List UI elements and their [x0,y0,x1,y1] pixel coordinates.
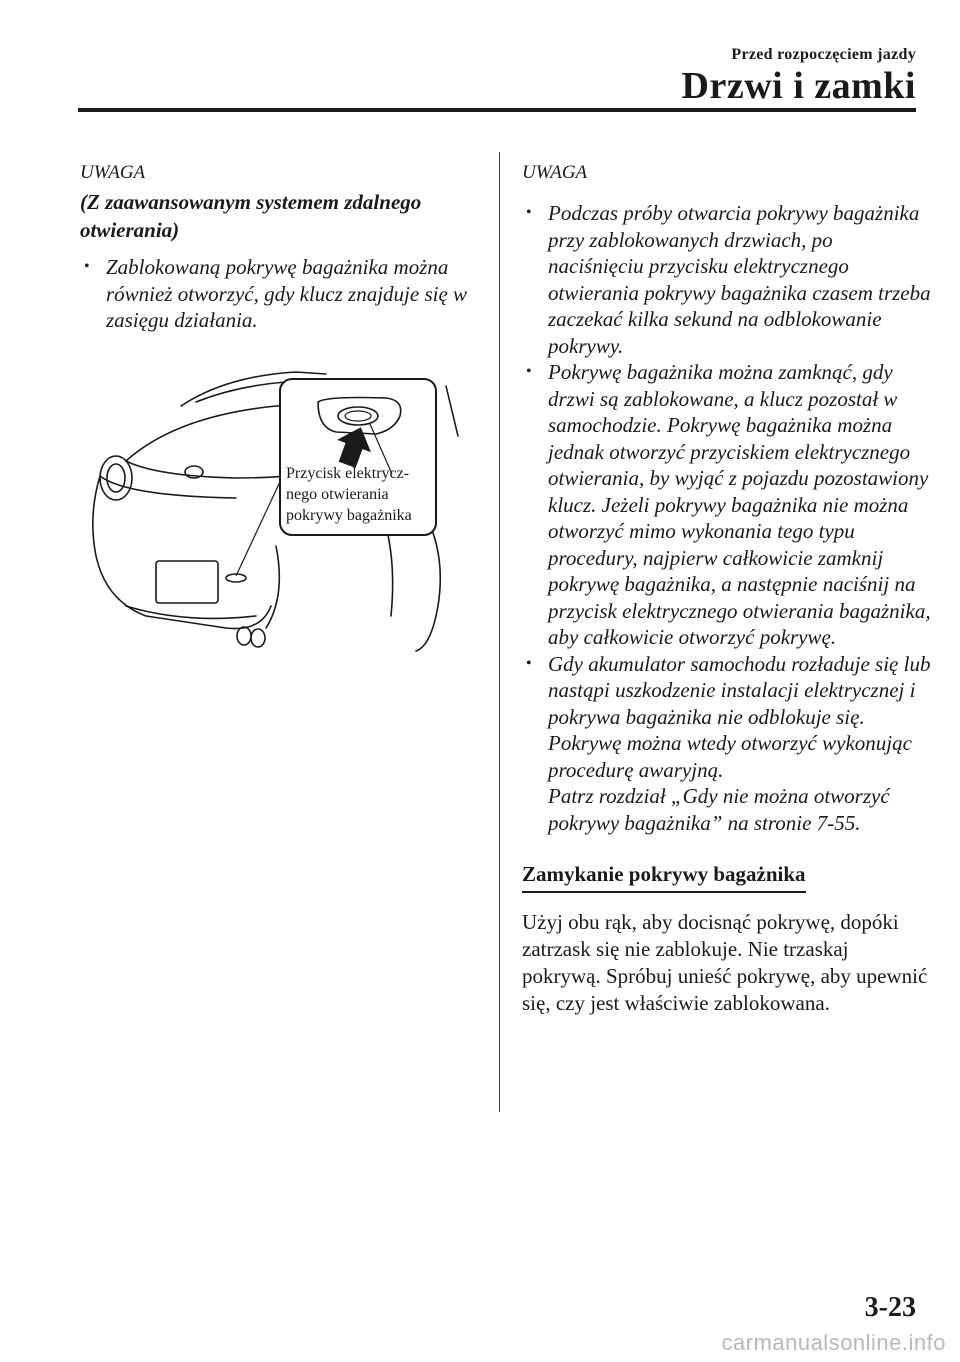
page-number: 3-23 [864,1292,916,1323]
list-item [522,200,932,359]
bullet-icon: • [526,363,532,380]
header-section-label: Przed rozpoczęciem jazdy [731,46,916,63]
note-bullet-list [522,200,932,836]
callout-line-2: nego otwierania [286,486,389,503]
list-item-text: Zablokowaną pokrywę bagażnika można również otworzyć, gdy klucz znajduje się w zasięgu działania. [106,255,468,332]
callout-line-3: pokrywy bagażnika [286,507,412,524]
list-item-text: Podczas próby otwarcia pokrywy bagażnika przy zablokowanych drzwiach, po naciśnięciu przycisku elektrycznego otwierania pokrywy bagażnika czasem trzeba zaczekać kilka sekund na odblokowanie pokrywy. [548,201,931,358]
list-item [80,254,485,334]
bullet-icon: • [526,654,532,672]
note-bullet-list [80,254,485,334]
list-item-text: Pokrywę bagażnika można zamknąć, gdy drzwi są zablokowane, a klucz pozostał w samochodzie. Pokrywę bagażnika można jednak otworzyć przyciskiem elektrycznego otwierania, by wyjąć z pojazdu pozostawiony klucz. Jeżeli pokrywy bagażnika nie można otworzyć mimo wykonania tego typu procedury, najpierw całkowicie zamknij pokrywę bagażnika, a następnie naciśnij na przycisk elektrycznego otwierania bagażnika, aby całkowicie otworzyć pokrywę. [548,360,931,649]
watermark-text: carmanualsonline.info [721,1330,946,1355]
header-rule [78,108,916,112]
right-column [522,160,932,1017]
cross-reference: Patrz rozdział „Gdy nie można otworzyć pokrywy bagażnika” na stronie 7-55. [548,784,890,835]
page-title: Drzwi i zamki [681,65,916,107]
section-heading: Zamykanie pokrywy bagażnika [522,862,806,893]
note-heading: UWAGA [522,162,588,183]
note-subheading: (Z zaawansowanym systemem zdalnego otwierania) [80,190,422,242]
callout-line-1: Przycisk elektrycz- [286,465,410,482]
list-item [522,359,932,651]
column-divider [499,152,500,1112]
bullet-icon: • [526,204,532,221]
note-heading: UWAGA [80,162,146,183]
list-item-text: Gdy akumulator samochodu rozładuje się lub nastąpi uszkodzenie instalacji elektrycznej i pokrywa bagażnika nie odblokuje się. Pokrywę można wtedy otworzyć wykonując procedurę awaryjną. [548,651,931,782]
left-column [80,160,485,334]
trunk-illustration [86,366,466,666]
list-item [522,651,932,837]
bullet-icon: • [84,258,90,275]
body-paragraph: Użyj obu rąk, aby docisnąć pokrywę, dopóki zatrzask się nie zablokuje. Nie trzaskaj pokrywą. Spróbuj unieść pokrywę, aby upewnić się, czy jest właściwie zablokowana. [522,910,928,1015]
